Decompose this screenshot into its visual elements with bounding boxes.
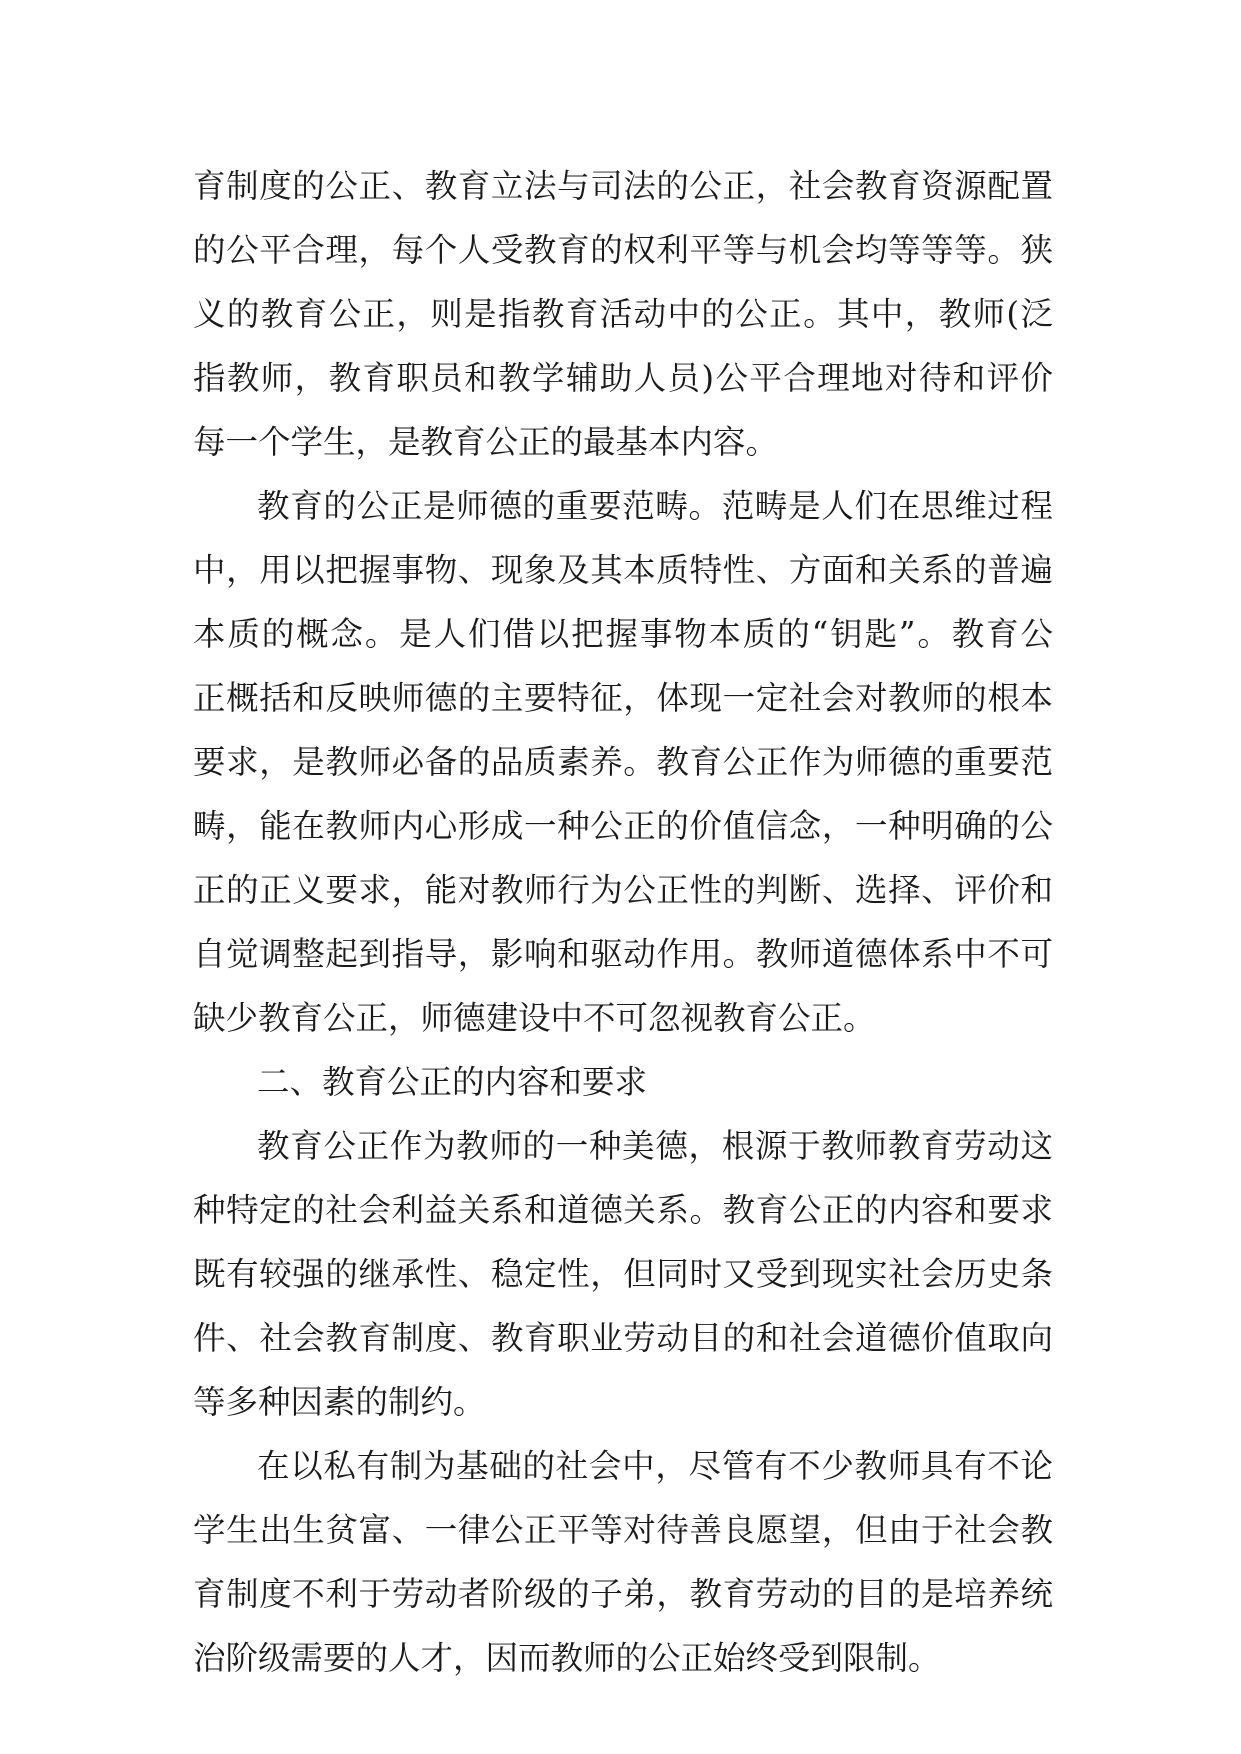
paragraph-2-line-4: 正概括和反映师德的主要特征，体现一定社会对教师的根本	[193, 679, 1053, 717]
paragraph-1-line-4: 指教师，教育职员和教学辅助人员)公平合理地对待和评价	[193, 359, 1053, 397]
paragraph-3-line-1: 教育公正作为教师的一种美德，根源于教师教育劳动这	[257, 1127, 1053, 1165]
paragraph-2-line-8: 自觉调整起到指导，影响和驱动作用。教师道德体系中不可	[193, 935, 1053, 973]
paragraph-2-line-9: 缺少教育公正，师德建设中不可忽视教育公正。	[193, 999, 876, 1037]
paragraph-4-line-3: 育制度不利于劳动者阶级的子弟，教育劳动的目的是培养统	[193, 1575, 1053, 1613]
paragraph-2-line-5: 要求，是教师必备的品质素养。教育公正作为师德的重要范	[193, 743, 1053, 781]
paragraph-2-line-7: 正的正义要求，能对教师行为公正性的判断、选择、评价和	[193, 871, 1053, 909]
paragraph-1-line-5: 每一个学生，是教育公正的最基本内容。	[193, 423, 779, 461]
paragraph-2-line-3: 本质的概念。是人们借以把握事物本质的“钥匙”。教育公	[193, 615, 1053, 653]
paragraph-3-line-4: 件、社会教育制度、教育职业劳动目的和社会道德价值取向	[193, 1319, 1053, 1357]
paragraph-1-line-1: 育制度的公正、教育立法与司法的公正，社会教育资源配置	[193, 167, 1053, 205]
paragraph-2-line-2: 中，用以把握事物、现象及其本质特性、方面和关系的普遍	[193, 551, 1053, 589]
paragraph-1-line-2: 的公平合理，每个人受教育的权利平等与机会均等等等。狭	[193, 231, 1053, 269]
paragraph-2-line-6: 畴，能在教师内心形成一种公正的价值信念，一种明确的公	[193, 807, 1053, 845]
paragraph-2-line-1: 教育的公正是师德的重要范畴。范畴是人们在思维过程	[257, 487, 1053, 525]
section-heading: 二、教育公正的内容和要求	[257, 1063, 648, 1101]
paragraph-3-line-5: 等多种因素的制约。	[193, 1383, 486, 1421]
paragraph-3-line-3: 既有较强的继承性、稳定性，但同时又受到现实社会历史条	[193, 1255, 1053, 1293]
paragraph-4-line-2: 学生出生贫富、一律公正平等对待善良愿望，但由于社会教	[193, 1511, 1053, 1549]
paragraph-3-line-2: 种特定的社会利益关系和道德关系。教育公正的内容和要求	[193, 1191, 1053, 1229]
paragraph-4-line-4: 治阶级需要的人才，因而教师的公正始终受到限制。	[193, 1639, 941, 1677]
paragraph-4-line-1: 在以私有制为基础的社会中，尽管有不少教师具有不论	[257, 1447, 1053, 1485]
paragraph-1-line-3: 义的教育公正，则是指教育活动中的公正。其中，教师(泛	[193, 295, 1053, 333]
